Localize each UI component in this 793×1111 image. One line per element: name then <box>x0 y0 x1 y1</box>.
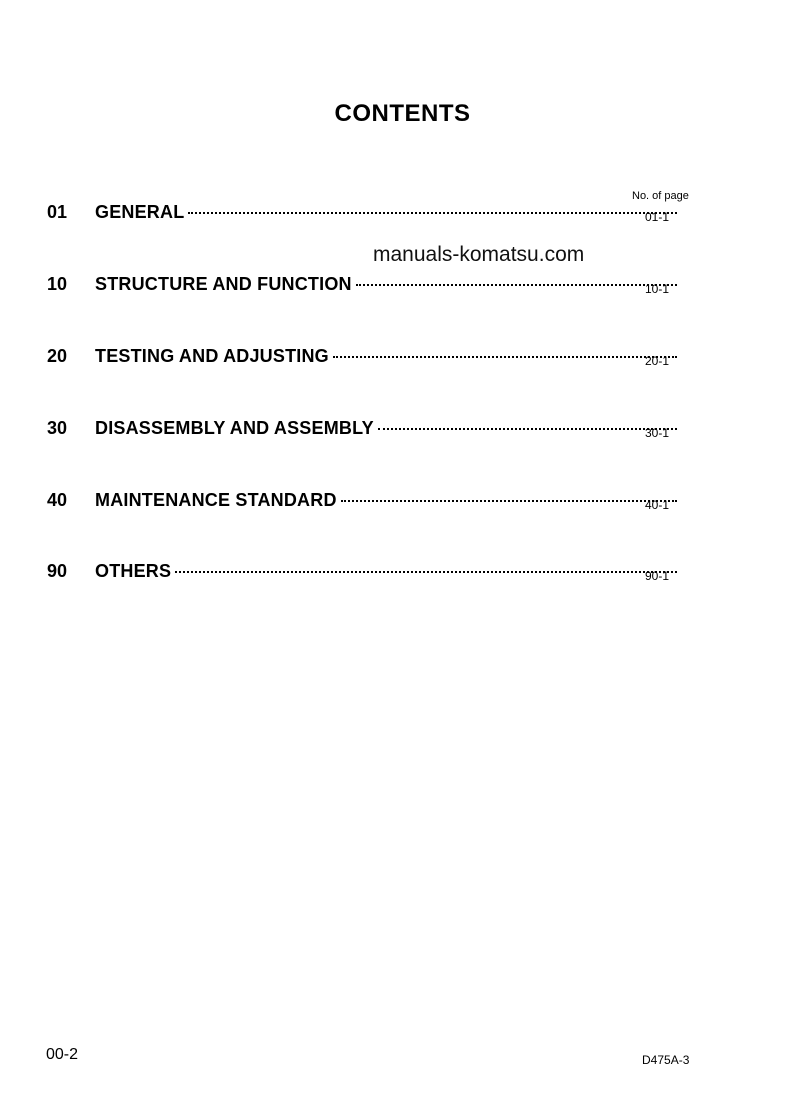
footer-page-number: 00-2 <box>46 1046 79 1063</box>
toc-leader-dots <box>378 428 677 430</box>
toc-leader-dots <box>341 500 677 502</box>
watermark-link[interactable]: manuals-komatsu.com <box>373 243 585 266</box>
toc-page: 40-1 <box>645 498 670 512</box>
toc-page: 20-1 <box>645 354 670 368</box>
toc-page: 30-1 <box>645 426 670 440</box>
toc-row-general[interactable] <box>47 202 687 226</box>
toc-label: DISASSEMBLY AND ASSEMBLY <box>95 418 374 438</box>
toc-label-wrap <box>95 418 679 439</box>
toc-row-maintenance-standard[interactable] <box>47 490 687 514</box>
toc-label: MAINTENANCE STANDARD <box>95 490 337 510</box>
toc-number: 40 <box>47 490 68 510</box>
footer-model: D475A-3 <box>642 1053 690 1067</box>
toc-leader-dots <box>175 571 677 573</box>
toc-label: GENERAL <box>95 202 185 222</box>
toc-row-others[interactable] <box>47 561 687 585</box>
page-column-header: No. of page <box>632 190 689 202</box>
toc-number: 30 <box>47 418 68 438</box>
toc-label-wrap <box>95 561 679 582</box>
toc-label-wrap <box>95 490 679 511</box>
toc-leader-dots <box>356 284 677 286</box>
toc-label: TESTING AND ADJUSTING <box>95 346 329 366</box>
toc-label-wrap <box>95 274 679 295</box>
toc-number: 01 <box>47 202 68 222</box>
toc-label: STRUCTURE AND FUNCTION <box>95 274 352 294</box>
toc-page: 01-1 <box>645 210 670 224</box>
toc-row-disassembly-and-assembly[interactable] <box>47 418 687 442</box>
toc-row-testing-and-adjusting[interactable] <box>47 346 687 370</box>
toc-number: 20 <box>47 346 68 366</box>
toc-row-structure-and-function[interactable] <box>47 274 687 298</box>
toc-page: 90-1 <box>645 569 670 583</box>
toc-label-wrap <box>95 202 679 223</box>
toc-number: 10 <box>47 274 68 294</box>
toc-label: OTHERS <box>95 561 172 581</box>
toc-number: 90 <box>47 561 68 581</box>
toc-leader-dots <box>333 356 677 358</box>
page-title: CONTENTS <box>334 100 471 127</box>
toc-page: 10-1 <box>645 282 670 296</box>
toc-leader-dots <box>188 212 677 214</box>
toc-label-wrap <box>95 346 679 367</box>
